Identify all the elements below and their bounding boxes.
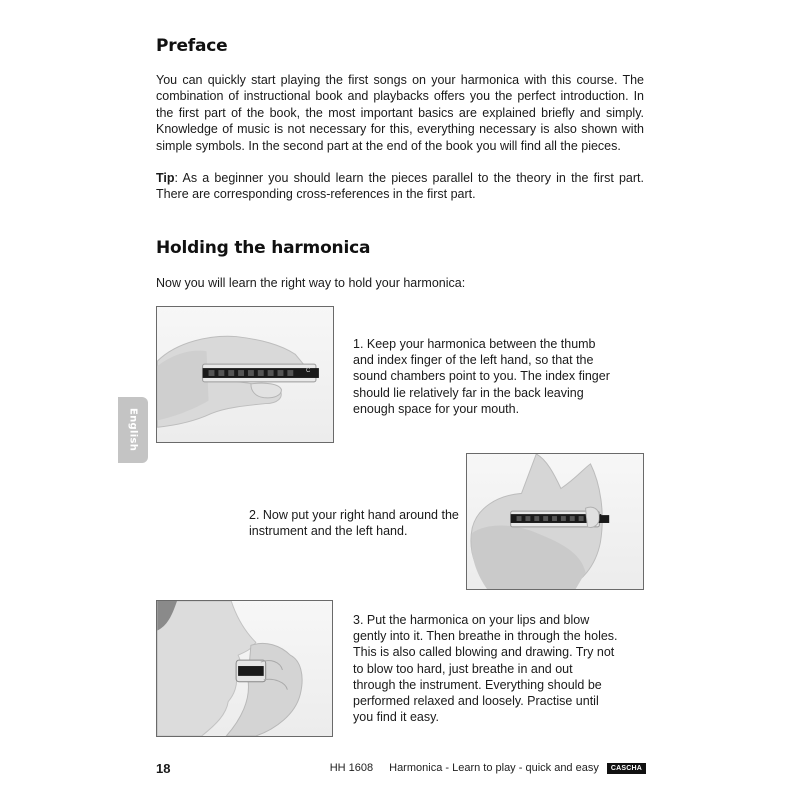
page-number: 18 bbox=[156, 760, 171, 776]
step-1-text: 1. Keep your harmonica between the thumb and index finger of the left hand, so that the sound chambers point to you. The index finger should lie relatively far in the back leaving enough space for your mouth. bbox=[353, 337, 610, 416]
tip-label: Tip bbox=[156, 171, 175, 185]
book-title: Harmonica - Learn to play - quick and easy bbox=[389, 762, 599, 774]
hands-cupping-harmonica-illustration bbox=[467, 454, 643, 589]
photo-both-hands-cupping-harmonica bbox=[466, 453, 644, 590]
language-side-tab bbox=[118, 397, 148, 463]
photo-left-hand-holding-harmonica bbox=[156, 306, 334, 443]
holding-intro: Now you will learn the right way to hold your harmonica: bbox=[156, 276, 466, 290]
holding-heading: Holding the harmonica bbox=[156, 238, 371, 258]
tip-paragraph bbox=[156, 170, 644, 203]
face-playing-harmonica-illustration bbox=[157, 601, 332, 736]
harmonica-key-label: C bbox=[306, 368, 311, 374]
photo-playing-harmonica-at-lips bbox=[156, 600, 333, 737]
step-2-text: 2. Now put your right hand around the instrument and the left hand. bbox=[249, 508, 459, 539]
language-label: English bbox=[127, 408, 139, 452]
page-footer bbox=[156, 758, 646, 778]
preface-heading: Preface bbox=[156, 36, 228, 56]
step-3-text: 3. Put the harmonica on your lips and blow gently into it. Then breathe in through the holes. This is also called blowing and drawing. Try not to blow too hard, just breathe in and out through the instrument. Everything should be performed relaxed and loosely. Practise until you find it easy. bbox=[353, 613, 618, 725]
tip-text: : As a beginner you should learn the pieces parallel to the theory in the first part. There are corresponding cross-references in the first part. bbox=[156, 171, 644, 202]
hand-holding-harmonica-illustration bbox=[157, 307, 333, 442]
cascha-logo: CASCHA bbox=[607, 763, 646, 774]
catalog-code: HH 1608 bbox=[329, 762, 374, 774]
preface-body: You can quickly start playing the first songs on your harmonica with this course. The combination of instructional book and playbacks offers you the perfect introduction. In the first part of the book, the most important basics are explained briefly and simply. Knowledge of music is not necessary for this, everything necessary is also shown with simple symbols. In the second part at the end of the book you will find all the pieces. bbox=[156, 73, 644, 153]
